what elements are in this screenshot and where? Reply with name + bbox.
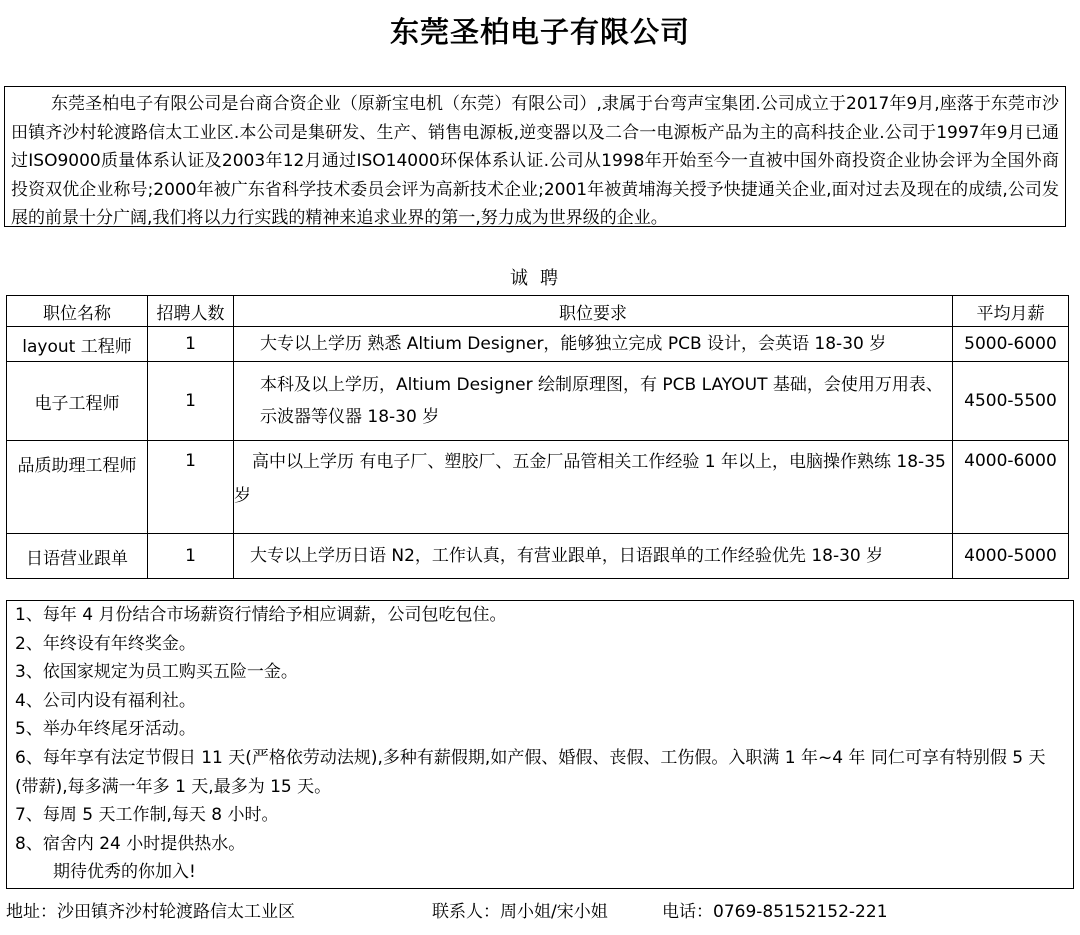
table-row xyxy=(7,327,1069,362)
benefit-item: 1、每年 4 月份结合市场薪资行情给予相应调薪，公司包吃包住。 xyxy=(15,605,507,625)
benefit-item: 4、公司内设有福利社。 xyxy=(15,690,196,711)
salary-cell: 4000-5000 xyxy=(953,534,1069,579)
salary-cell: 4000-6000 xyxy=(953,441,1069,534)
benefit-item: 2、年终设有年终奖金。 xyxy=(15,633,196,654)
header-requirement: 职位要求 xyxy=(234,296,953,327)
contact-person-text: 联系人：周小姐/宋小姐 xyxy=(432,902,608,922)
benefit-item: 6、每年享有法定节假日 11 天(严格依劳动法规),多种有薪假期,如产假、婚假、丧假、工伤假。入职满 1 年~4 年 同仁可享有特别假 5 天(带薪),每多满一年多 1 天,最多为 15 天。 xyxy=(15,747,1046,797)
requirement-cell: 大专以上学历 熟悉 Altium Designer，能够独立完成 PCB 设计，会英语 18-30 岁 xyxy=(234,327,953,362)
header-count: 招聘人数 xyxy=(148,296,234,327)
header-salary: 平均月薪 xyxy=(953,296,1069,327)
company-title: 东莞圣柏电子有限公司 xyxy=(389,15,690,49)
benefit-item: 8、宿舍内 24 小时提供热水。 xyxy=(15,833,246,854)
requirement-cell: 本科及以上学历，Altium Designer 绘制原理图，有 PCB LAYOUT 基础，会使用万用表、示波器等仪器 18-30 岁 xyxy=(234,362,953,441)
benefit-item: 7、每周 5 天工作制,每天 8 小时。 xyxy=(15,805,279,826)
address-text: 地址：沙田镇齐沙村轮渡路信太工业区 xyxy=(6,902,295,922)
position-cell: layout 工程师 xyxy=(7,327,148,362)
table-header-row xyxy=(7,296,1069,327)
count-cell: 1 xyxy=(148,534,234,579)
benefit-item: 5、举办年终尾牙活动。 xyxy=(15,719,196,740)
contact-footer xyxy=(0,898,1080,926)
phone-text: 电话：0769-85152152-221 xyxy=(662,902,888,922)
position-cell: 电子工程师 xyxy=(7,362,148,441)
requirement-cell: 高中以上学历 有电子厂、塑胶厂、五金厂品管相关工作经验 1 年以上，电脑操作熟练 18-35 岁 xyxy=(234,441,953,534)
count-cell: 1 xyxy=(148,441,234,534)
count-cell: 1 xyxy=(148,327,234,362)
header-position: 职位名称 xyxy=(7,296,148,327)
benefit-item: 3、依国家规定为员工购买五险一金。 xyxy=(15,662,298,683)
table-row xyxy=(7,441,1069,534)
table-row xyxy=(7,362,1069,441)
table-row xyxy=(7,534,1069,579)
recruitment-heading: 诚聘 xyxy=(510,268,570,289)
position-cell: 品质助理工程师 xyxy=(7,441,148,534)
salary-cell: 4500-5500 xyxy=(953,362,1069,441)
position-cell: 日语营业跟单 xyxy=(7,534,148,579)
requirement-cell: 大专以上学历日语 N2，工作认真，有营业跟单，日语跟单的工作经验优先 18-30 岁 xyxy=(234,534,953,579)
count-cell: 1 xyxy=(148,362,234,441)
salary-cell: 5000-6000 xyxy=(953,327,1069,362)
company-introduction: 东莞圣柏电子有限公司是台商合资企业（原新宝电机（东莞）有限公司）,隶属于台弯声宝集团.公司成立于2017年9月,座落于东莞市沙田镇齐沙村轮渡路信太工业区.本公司是集研发、生产、销售电源板,逆变器以及二合一电源板产品为主的高科技企业.公司于1997年9月已通过ISO9000质量体系认证及2003年12月通过ISO14000环保体系认证.公司从1998年开始至今一直被中国外商投资企业协会评为全国外商投资双优企业称号;2000年被广东省科学技术委员会评为高新技术企业;2001年被黄埔海关授予快捷通关企业,面对过去及现在的成绩,公司发展的前景十分广阔,我们将以力行实践的精神来追求业界的第一,努力成为世界级的企业。 xyxy=(4,86,1066,227)
benefits-list xyxy=(6,600,1074,889)
closing-message: 期待优秀的你加入! xyxy=(53,862,196,883)
job-table xyxy=(6,295,1069,579)
